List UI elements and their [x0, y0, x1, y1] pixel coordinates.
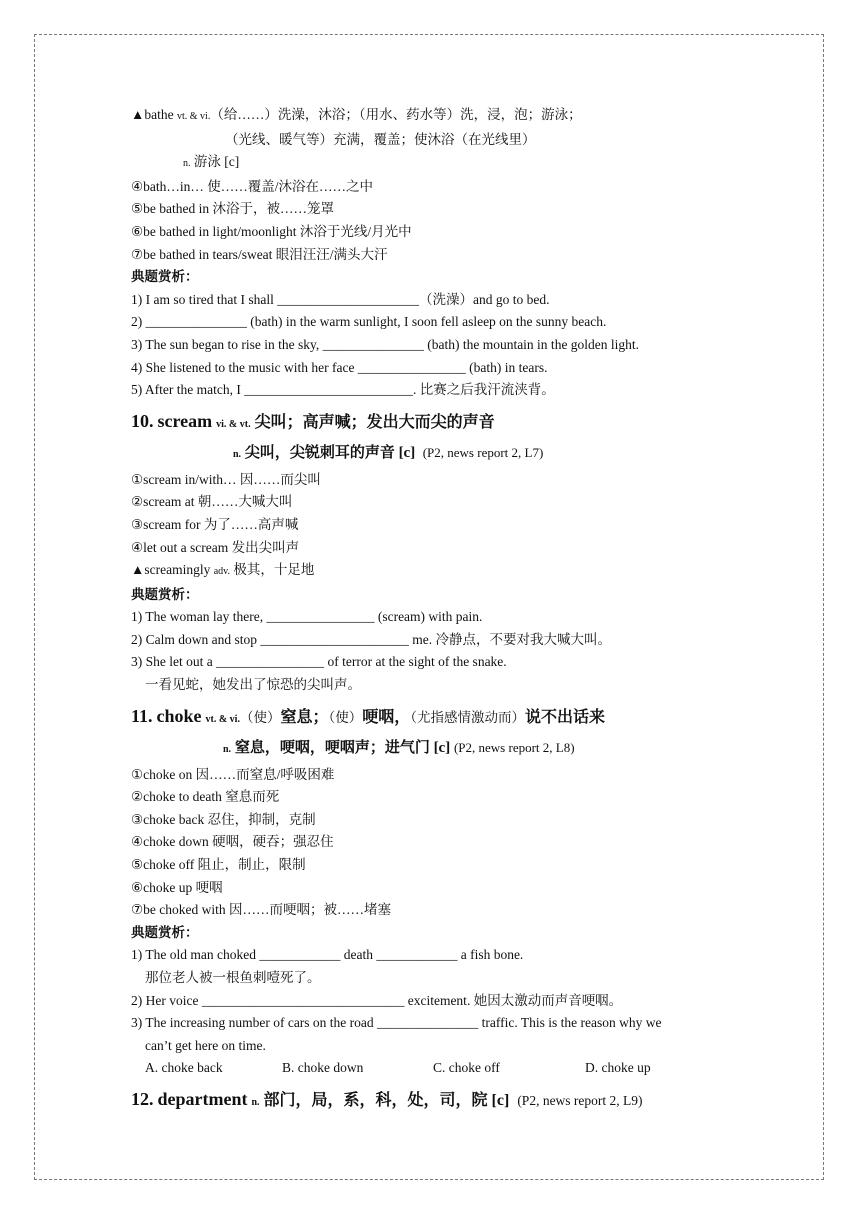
- bathe-definition-cont: （光线、暖气等）充满，覆盖；使沐浴（在光线里）: [225, 131, 536, 147]
- bathe-word: ▲bathe: [131, 107, 174, 122]
- scream-exercise-translation: 一看见蛇，她发出了惊恐的尖叫声。: [145, 677, 361, 693]
- choke-exercise: 1) The old man choked ____________ death ____________ a fish bone.: [131, 947, 524, 963]
- bathe-exercise: 1) I am so tired that I shall _____________________（洗澡）and go to bed.: [131, 291, 550, 307]
- choke-def-part: 窒息；: [280, 708, 329, 726]
- scream-adverb-line: [131, 559, 771, 584]
- department-reference: (P2, news report 2, L9): [517, 1092, 643, 1108]
- scream-exercises-heading: 典题赏析：: [131, 586, 199, 602]
- bathe-exercise: 5) After the match, I _________________________. 比赛之后我汗流浃背。: [131, 382, 555, 398]
- scream-heading: [131, 409, 771, 437]
- scream-number: 10.: [131, 410, 154, 431]
- choke-heading: [131, 704, 771, 732]
- choke-option-d: D. choke up: [585, 1060, 651, 1076]
- scream-exercise: 2) Calm down and stop ______________________ me. 冷静点，不要对我大喊大叫。: [131, 631, 611, 647]
- bathe-phrase: ④bath…in… 使……覆盖/沐浴在……之中: [131, 178, 373, 194]
- scream-adverb-pos: adv.: [213, 566, 231, 578]
- scream-phrase: ④let out a scream 发出尖叫声: [131, 539, 300, 555]
- scream-adverb-word: ▲screamingly: [131, 562, 211, 578]
- bathe-definition: （给……）洗澡，沐浴；（用水、药水等）洗，浸，泡；游泳；: [210, 107, 582, 122]
- department-word: department: [157, 1088, 248, 1109]
- choke-phrase: ④choke down 硬咽，硬吞；强忍住: [131, 834, 334, 850]
- choke-def-part: （使）: [328, 709, 363, 725]
- bathe-pos: vt. & vi.: [176, 111, 211, 122]
- choke-option-b: B. choke down: [282, 1060, 364, 1076]
- choke-exercise-translation: 那位老人被一根鱼刺噎死了。: [145, 970, 321, 985]
- scream-phrase: ③scream for 为了……高声喊: [131, 516, 299, 532]
- bathe-noun-def: 游泳 [c]: [193, 154, 240, 170]
- choke-noun-pos: n.: [223, 743, 232, 755]
- choke-def-part: （使）: [239, 709, 281, 725]
- bathe-phrase: ⑦be bathed in tears/sweat 眼泪汪汪/满头大汗: [131, 246, 388, 262]
- choke-def-part: 说不出话来: [525, 708, 606, 726]
- bathe-noun-line: [131, 151, 771, 176]
- choke-phrase: ⑥choke up 哽咽: [131, 879, 223, 895]
- choke-pos: vt. & vi.: [205, 713, 240, 725]
- scream-exercise: 3) She let out a ________________ of terror at the sight of the snake.: [131, 654, 507, 670]
- choke-word: choke: [156, 705, 202, 726]
- choke-phrase: ①choke on 因……而窒息/呼吸困难: [131, 766, 335, 782]
- department-number: 12.: [131, 1088, 154, 1109]
- scream-noun-def: 尖叫，尖锐刺耳的声音 [c]: [244, 444, 416, 461]
- scream-word: scream: [157, 410, 213, 431]
- choke-phrase: ③choke back 忍住，抑制，克制: [131, 811, 316, 827]
- choke-number: 11.: [131, 705, 153, 726]
- scream-phrase: ①scream in/with… 因……而尖叫: [131, 471, 321, 487]
- document-body: [131, 104, 771, 1119]
- choke-def-part: 哽咽，: [362, 708, 411, 726]
- choke-exercises-heading: 典题赏析：: [131, 924, 199, 940]
- choke-exercise: 2) Her voice ______________________________ excitement. 她因太激动而声音哽咽。: [131, 992, 623, 1008]
- choke-def-part: （尤指感情激动而）: [410, 709, 525, 725]
- choke-options: [131, 1057, 771, 1080]
- bathe-phrase: ⑥be bathed in light/moonlight 沐浴于光线/月光中: [131, 223, 412, 239]
- choke-phrase: ②choke to death 窒息而死: [131, 789, 280, 805]
- choke-option-c: C. choke off: [433, 1060, 500, 1076]
- bathe-phrase: ⑤be bathed in 沐浴于，被……笼罩: [131, 201, 334, 217]
- bathe-exercise: 2) _______________ (bath) in the warm sunlight, I soon fell asleep on the sunny beach.: [131, 314, 607, 330]
- scream-adverb-def: 极其，十足地: [233, 562, 315, 578]
- scream-exercise: 1) The woman lay there, ________________ (scream) with pain.: [131, 609, 483, 625]
- bathe-exercise: 3) The sun began to rise in the sky, _______________ (bath) the mountain in the golden light.: [131, 336, 640, 352]
- scream-definition: 尖叫；高声喊；发出大而尖的声音: [254, 413, 495, 431]
- bathe-entry-line: [131, 104, 771, 129]
- scream-phrase: ②scream at 朝……大喊大叫: [131, 494, 293, 510]
- bathe-noun-pos: n.: [183, 158, 191, 170]
- choke-exercise-cont: can’t get here on time.: [145, 1037, 266, 1053]
- choke-noun-line: [131, 736, 771, 762]
- choke-phrase: ⑤choke off 阻止，制止，限制: [131, 857, 306, 873]
- choke-reference: (P2, news report 2, L8): [453, 739, 575, 755]
- bathe-exercises-heading: 典题赏析：: [131, 269, 199, 285]
- scream-pos: vi. & vt.: [216, 418, 251, 430]
- bathe-exercise: 4) She listened to the music with her face ________________ (bath) in tears.: [131, 359, 548, 375]
- choke-exercise: 3) The increasing number of cars on the road _______________ traffic. This is the reason why we: [131, 1015, 662, 1031]
- choke-option-a: A. choke back: [145, 1060, 223, 1076]
- scream-reference: (P2, news report 2, L7): [422, 444, 544, 460]
- scream-noun-line: [131, 441, 771, 467]
- department-pos: n.: [251, 1096, 260, 1108]
- choke-phrase: ⑦be choked with 因……而哽咽；被……堵塞: [131, 902, 391, 918]
- department-definition: 部门，局，系，科，处，司，院 [c]: [263, 1091, 510, 1109]
- choke-noun-def: 窒息，哽咽，哽咽声；进气门 [c]: [234, 739, 451, 756]
- department-heading: [131, 1087, 771, 1115]
- scream-noun-pos: n.: [233, 448, 242, 460]
